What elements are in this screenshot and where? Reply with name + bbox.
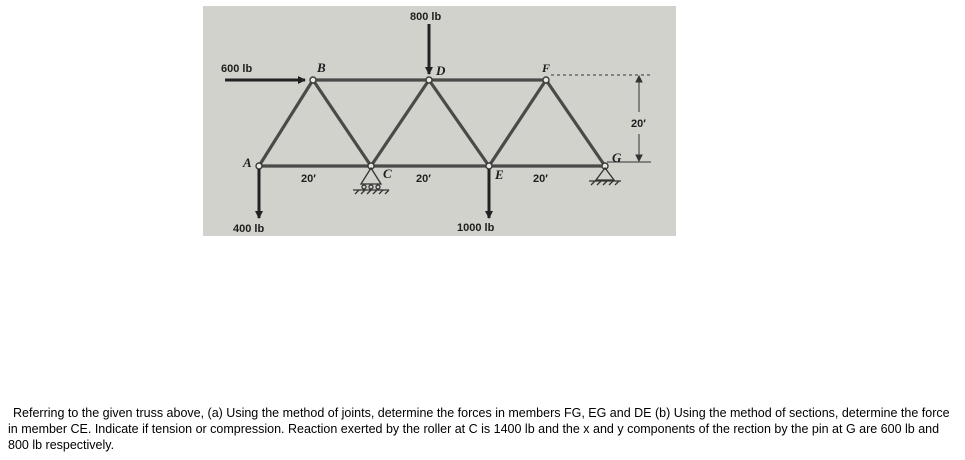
- member-AB: [259, 80, 313, 166]
- joint-A: [256, 163, 262, 169]
- pin-support-G: [589, 168, 621, 185]
- load-label-top: 800 lb: [410, 11, 442, 23]
- member-BC: [313, 80, 371, 166]
- node-label-F: F: [542, 61, 551, 75]
- node-label-A: A: [243, 155, 252, 170]
- member-CD: [371, 80, 429, 166]
- dimension-label-span3: 20′: [533, 173, 548, 185]
- joint-F: [543, 77, 549, 83]
- truss-figure: [203, 6, 676, 236]
- dimension-label-span1: 20′: [301, 173, 316, 185]
- joint-D: [426, 77, 432, 83]
- joint-B: [310, 77, 316, 83]
- member-FG: [546, 80, 605, 166]
- load-label-bottom-left: 400 lb: [233, 223, 265, 235]
- member-DE: [429, 80, 489, 166]
- problem-statement: [8, 405, 953, 453]
- node-label-G: G: [612, 150, 622, 165]
- load-label-left: 600 lb: [221, 63, 253, 75]
- truss-diagram: [203, 6, 676, 236]
- joint-E: [486, 163, 492, 169]
- truss-members: [259, 80, 605, 166]
- member-EF: [489, 80, 546, 166]
- node-label-B: B: [317, 60, 326, 75]
- dimension-label-height: 20′: [631, 118, 646, 130]
- load-label-bottom-right: 1000 lb: [457, 222, 495, 234]
- node-label-C: C: [383, 166, 392, 181]
- dimension-label-span2: 20′: [416, 173, 431, 185]
- problem-text: Referring to the given truss above, (a) Using the method of joints, determine the forces in members FG, EG and DE (b) Using the method of sections, determine the force in member CE. Indicate if tension or compression. Reaction exerted by the roller at C is 1400 lb and the x and y components of the rection by the pin at G are 600 lb and 800 lb respectively.: [8, 406, 950, 452]
- node-label-D: D: [436, 63, 446, 78]
- load-arrows: [225, 24, 489, 218]
- node-label-E: E: [495, 167, 504, 182]
